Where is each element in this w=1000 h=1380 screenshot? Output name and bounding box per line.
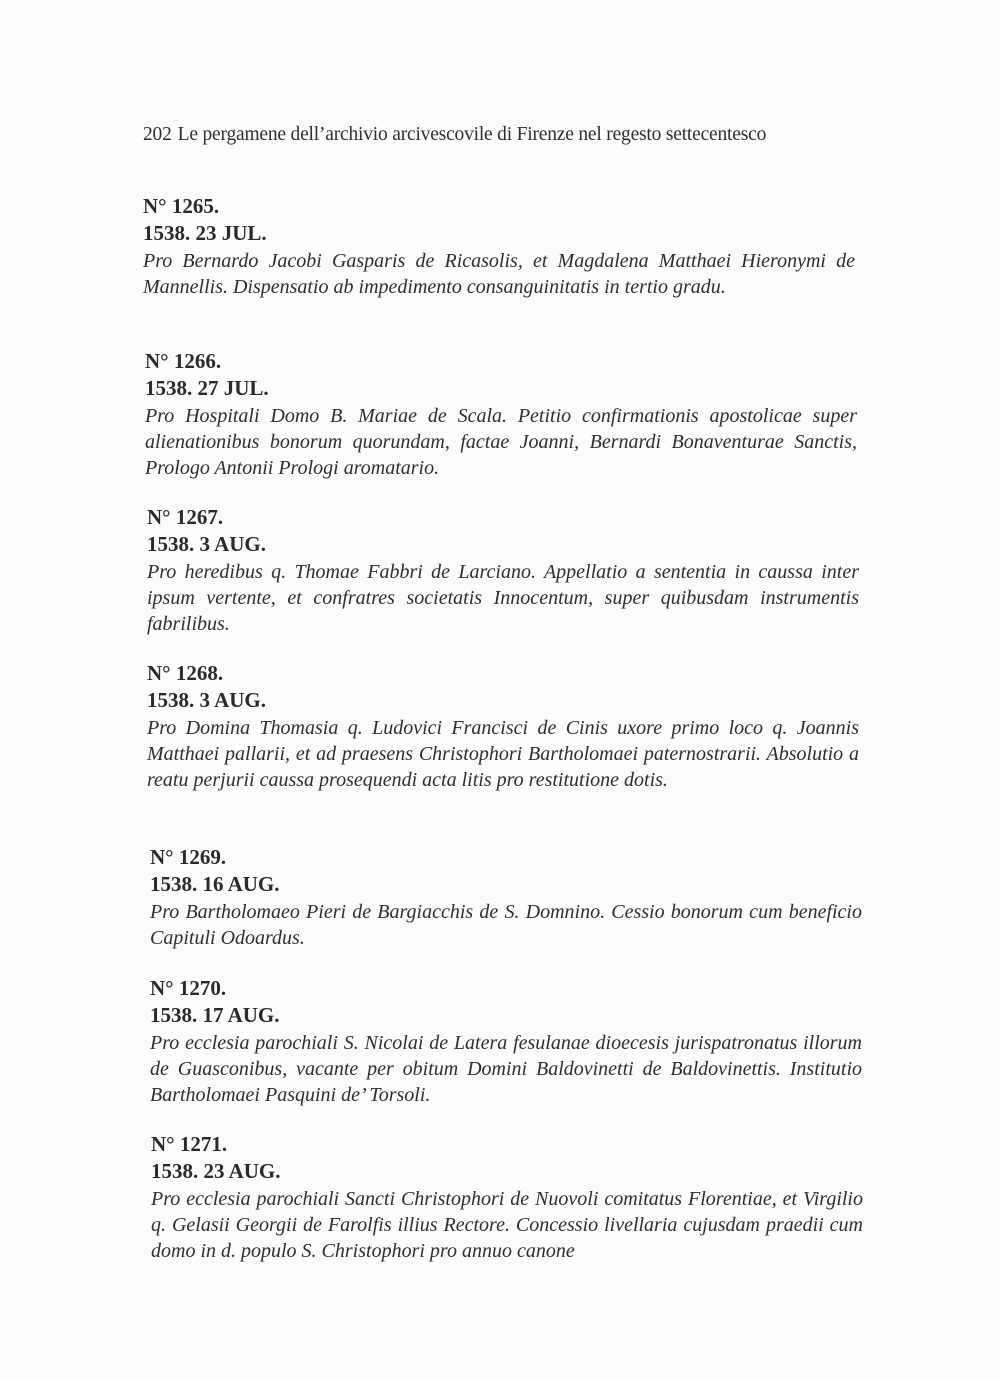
entry-summary: Pro Bernardo Jacobi Gasparis de Ricasolis, et Magdalena Matthaei Hieronymi de Mannellis. Dispensatio ab impedimento consanguinitatis in tertio gradu. [143,250,855,298]
entry-1269 [150,844,862,951]
entry-1268 [147,660,859,793]
entry-1266 [145,348,857,481]
entry-date: 1538. 23 JUL. [143,221,267,245]
entry-1267 [147,504,859,637]
running-head [143,124,766,146]
running-head-title: Le pergamene dell’archivio arcivescovile di Firenze nel regesto settecentesco [177,124,767,145]
entry-date: 1538. 3 AUG. [147,688,267,712]
entry-number: N° 1265. [143,194,220,218]
entry-number: N° 1271. [151,1132,228,1156]
entry-date: 1538. 3 AUG. [147,532,267,556]
entry-date: 1538. 23 AUG. [151,1159,281,1183]
entry-date: 1538. 27 JUL. [145,376,269,400]
entry-summary: Pro heredibus q. Thomae Fabbri de Larciano. Appellatio a sententia in caussa inter ipsum vertente, et confratres societatis Innocentum, super quibusdam instrumentis fabrilibus. [147,561,859,635]
entry-summary: Pro ecclesia parochiali S. Nicolai de Latera fesulanae dioecesis jurispatronatus illorum de Guasconibus, vacante per obitum Domini Baldovinetti de Baldovinettis. Institutio Bartholomaei Pasquini de’ Torsoli. [150,1032,862,1106]
entry-date: 1538. 17 AUG. [150,1003,280,1027]
entry-date: 1538. 16 AUG. [150,872,280,896]
entry-1265 [143,193,855,300]
entry-summary: Pro ecclesia parochiali Sancti Christophori de Nuovoli comitatus Florentiae, et Virgilio q. Gelasii Georgii de Farolfis illius Rectore. Concessio livellaria cujusdam praedii cum domo in d. populo S. Christophori pro annuo canone [151,1188,863,1262]
entry-number: N° 1267. [147,505,224,529]
entry-number: N° 1268. [147,661,224,685]
entry-summary: Pro Bartholomaeo Pieri de Bargiacchis de S. Domnino. Cessio bonorum cum beneficio Capituli Odoardus. [150,901,862,949]
entry-number: N° 1269. [150,845,227,869]
page-number: 202 [143,124,172,145]
entry-1270 [150,975,862,1108]
entry-summary: Pro Hospitali Domo B. Mariae de Scala. Petitio confirmationis apostolicae super alienationibus bonorum quorundam, factae Joanni, Bernardi Bonaventurae Sanctis, Prologo Antonii Prologi aromatario. [145,405,857,479]
entry-summary: Pro Domina Thomasia q. Ludovici Francisci de Cinis uxore primo loco q. Joannis Matthaei pallarii, et ad praesens Christophori Bartholomaei paternostrarii. Absolutio a reatu perjurii caussa prosequendi acta litis pro restitutione dotis. [147,717,859,791]
entry-number: N° 1270. [150,976,227,1000]
entry-1271 [151,1131,863,1264]
entry-number: N° 1266. [145,349,222,373]
